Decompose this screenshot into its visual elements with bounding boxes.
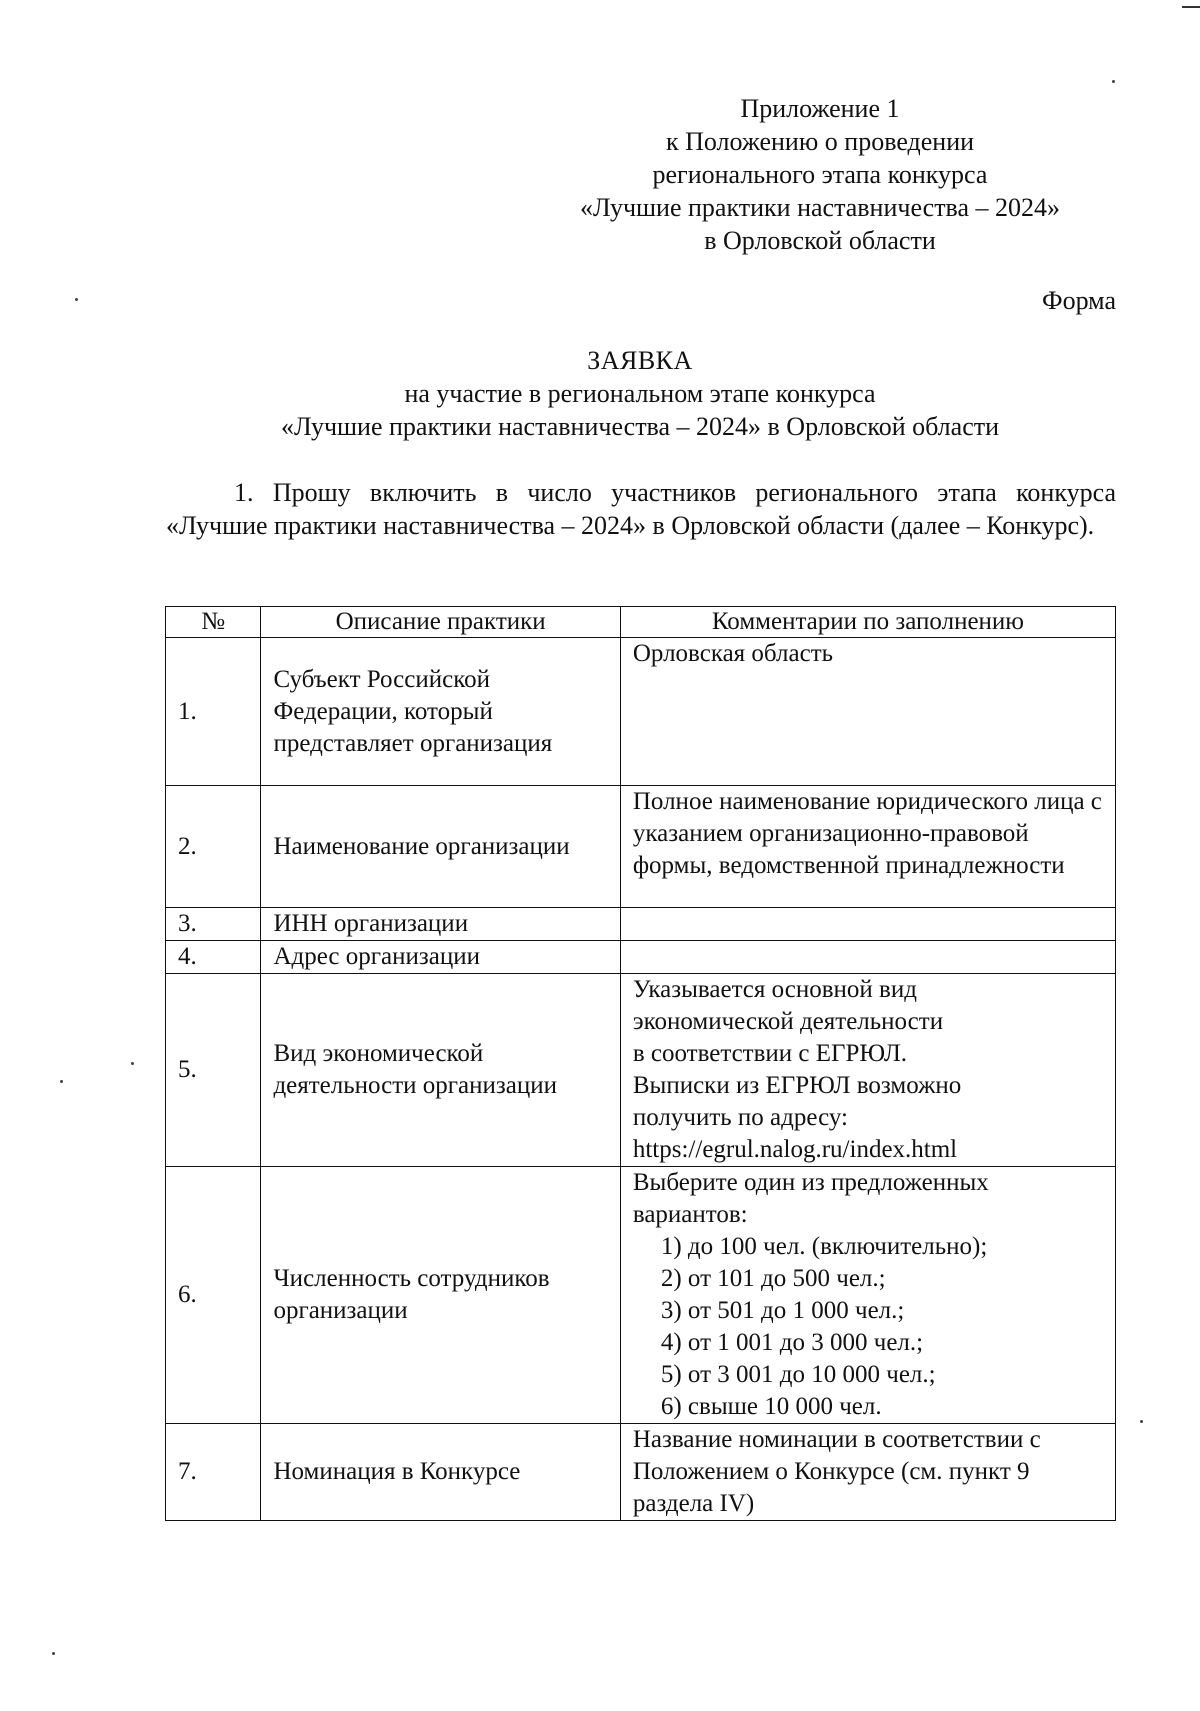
- row-number: 6.: [166, 1167, 261, 1424]
- scan-speck: [1140, 1420, 1143, 1423]
- option-item: 2) от 101 до 500 чел.;: [660, 1265, 886, 1292]
- option-item: 1) до 100 чел. (включительно);: [660, 1233, 988, 1260]
- paragraph-text: 1. Прошу включить в число участников регионального этапа конкурса «Лучшие практики наставничества – 2024» в Орловской области (далее – Конкурс).: [166, 478, 1116, 540]
- option-item: 5) от 3 001 до 10 000 чел.;: [660, 1361, 936, 1388]
- appendix-line: в Орловской области: [704, 226, 936, 255]
- row-number: 5.: [166, 974, 261, 1167]
- scan-speck: [52, 1652, 55, 1655]
- table-header-row: [166, 607, 1116, 638]
- row-number: 4.: [166, 941, 261, 974]
- row-number: 3.: [166, 908, 261, 941]
- appendix-line: к Положению о проведении: [665, 127, 975, 156]
- title-main: ЗАЯВКА: [587, 346, 693, 375]
- comment-line: в соответствии с ЕГРЮЛ.: [632, 1040, 908, 1067]
- scan-mark: [1182, 6, 1200, 8]
- table-row: [166, 1424, 1116, 1521]
- table-row: [166, 974, 1116, 1167]
- appendix-header: [560, 92, 1080, 257]
- title-line: «Лучшие практики наставничества – 2024» в Орловской области: [280, 412, 1000, 441]
- row-comment: [620, 1167, 1115, 1424]
- table-row: [166, 908, 1116, 941]
- row-comment: [620, 908, 1115, 941]
- row-description: Вид экономической деятельности организации: [261, 974, 620, 1167]
- header-description: Описание практики: [261, 607, 620, 638]
- options-list: [633, 1231, 1103, 1423]
- table-row: [166, 1167, 1116, 1424]
- comment-line: экономической деятельности: [632, 1008, 944, 1035]
- form-label: Форма: [1042, 286, 1116, 315]
- application-table: [165, 606, 1116, 1521]
- header-number: №: [166, 607, 261, 638]
- row-number: 2.: [166, 786, 261, 908]
- option-item: 4) от 1 001 до 3 000 чел.;: [660, 1329, 924, 1356]
- row-comment: [620, 974, 1115, 1167]
- option-item: 3) от 501 до 1 000 чел.;: [660, 1297, 905, 1324]
- scan-speck: [131, 1062, 134, 1065]
- document-title: [160, 344, 1120, 443]
- row-number: 7.: [166, 1424, 261, 1521]
- comment-intro: Выберите один из предложенных вариантов:: [632, 1169, 989, 1228]
- row-comment: Название номинации в соответствии с Положением о Конкурсе (см. пункт 9 раздела IV): [620, 1424, 1115, 1521]
- row-description: Адрес организации: [261, 941, 620, 974]
- appendix-line: Приложение 1: [740, 94, 900, 123]
- row-comment: [620, 941, 1115, 974]
- row-number: 1.: [166, 638, 261, 786]
- scan-speck: [60, 1080, 63, 1083]
- row-comment: Полное наименование юридического лица с указанием организационно-правовой формы, ведомственной принадлежности: [620, 786, 1115, 908]
- comment-line: Выписки из ЕГРЮЛ возможно: [632, 1072, 962, 1099]
- row-comment: Орловская область: [620, 638, 1115, 786]
- comment-line: получить по адресу:: [632, 1104, 848, 1131]
- scan-speck: [75, 298, 78, 301]
- row-description: Численность сотрудников организации: [261, 1167, 620, 1424]
- scan-speck: [1112, 80, 1115, 83]
- table-row: [166, 638, 1116, 786]
- appendix-line: регионального этапа конкурса: [652, 160, 988, 189]
- request-paragraph: [166, 476, 1116, 542]
- row-description: ИНН организации: [261, 908, 620, 941]
- option-item: 6) свыше 10 000 чел.: [660, 1393, 882, 1420]
- row-description: Номинация в Конкурсе: [261, 1424, 620, 1521]
- table-row: [166, 941, 1116, 974]
- comment-line: Указывается основной вид: [632, 976, 917, 1003]
- table-row: [166, 786, 1116, 908]
- row-description: Наименование организации: [261, 786, 620, 908]
- title-line: на участие в региональном этапе конкурса: [404, 379, 876, 408]
- header-comments: Комментарии по заполнению: [620, 607, 1115, 638]
- comment-link: https://egrul.nalog.ru/index.html: [632, 1136, 958, 1163]
- appendix-line: «Лучшие практики наставничества – 2024»: [579, 193, 1061, 222]
- row-description: Субъект Российской Федерации, который представляет организация: [261, 638, 620, 786]
